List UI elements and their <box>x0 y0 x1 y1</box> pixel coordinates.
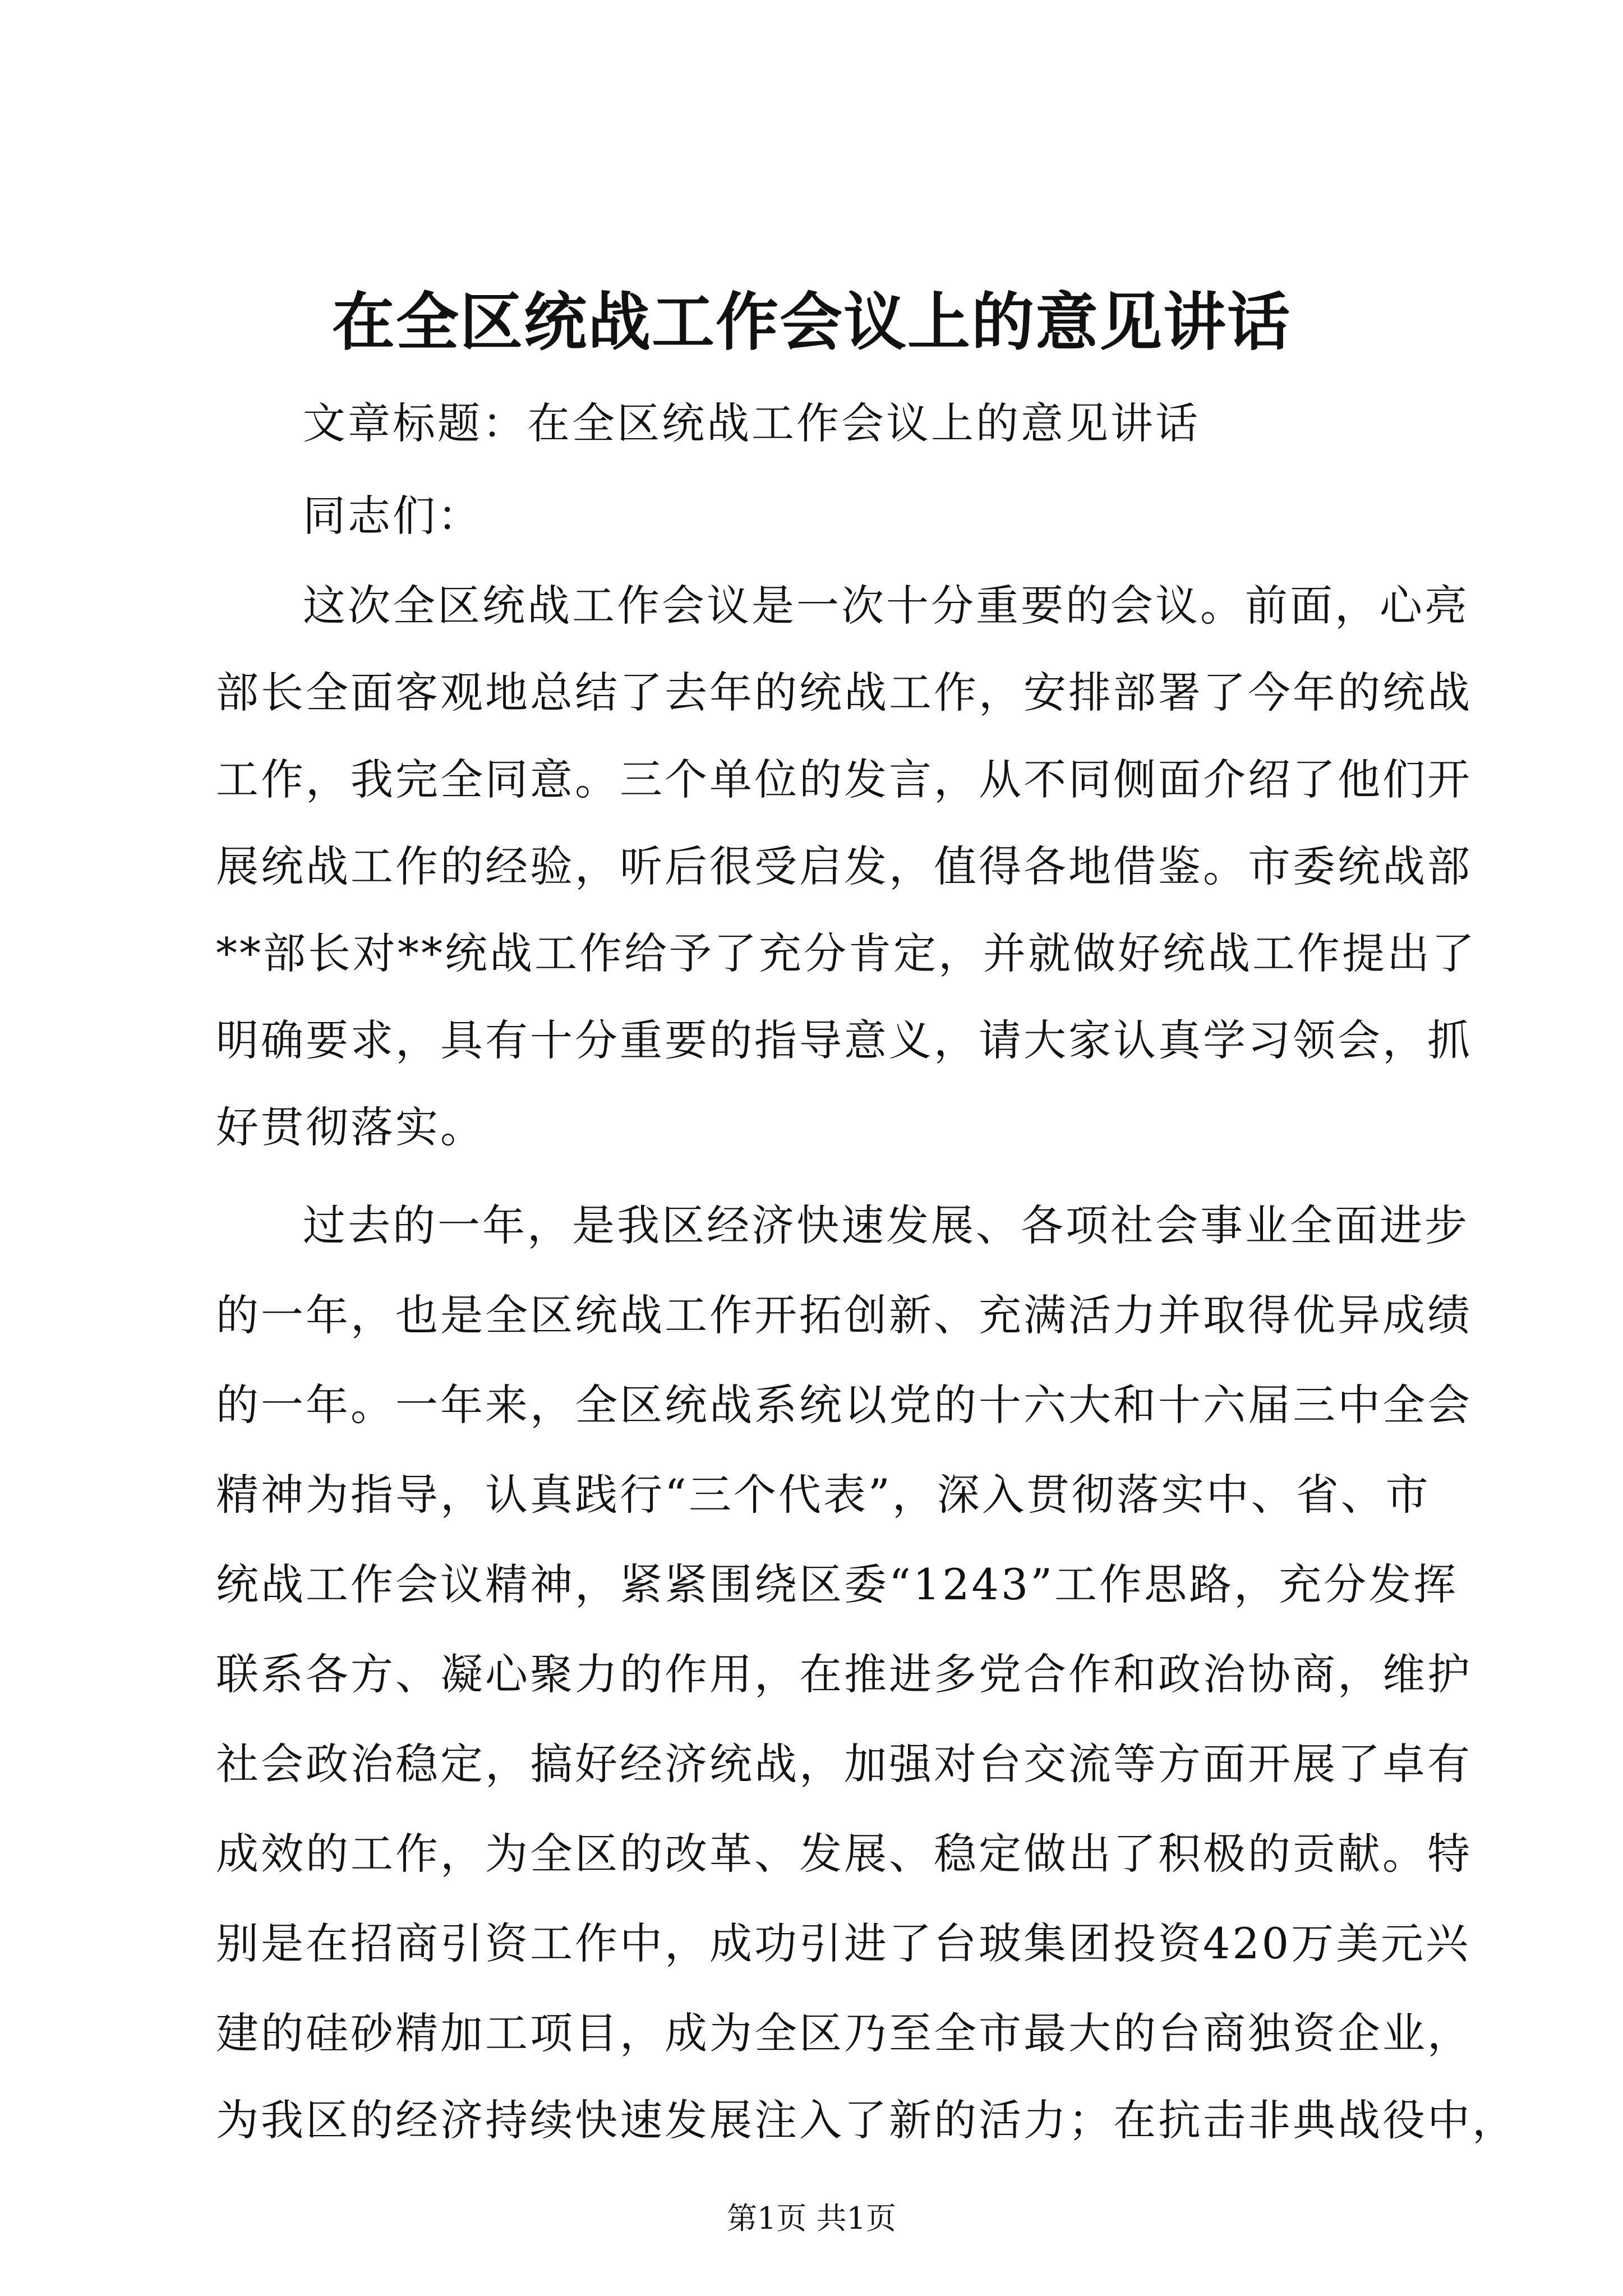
paragraph-2-line-2: 的一年，也是全区统战工作开拓创新、充满活力并取得优异成绩 <box>216 1290 1472 1340</box>
paragraph-1-line-5: **部长对**统战工作给予了充分肯定，并就做好统战工作提出了 <box>216 928 1477 978</box>
paragraph-2-line-5: 统战工作会议精神，紧紧围绕区委“1243”工作思路，充分发挥 <box>216 1559 1459 1609</box>
paragraph-1-line-7: 好贯彻落实。 <box>216 1102 485 1152</box>
paragraph-2-line-9: 别是在招商引资工作中，成功引进了台玻集团投资420万美元兴 <box>216 1918 1471 1968</box>
paragraph-2-line-6: 联系各方、凝心聚力的作用，在推进多党合作和政治协商，维护 <box>216 1649 1472 1699</box>
paragraph-2-line-11: 为我区的经济持续快速发展注入了新的活力；在抗击非典战役中， <box>216 2095 1517 2145</box>
paragraph-2-line-3: 的一年。一年来，全区统战系统以党的十六大和十六届三中全会 <box>216 1380 1472 1430</box>
document-title: 在全区统战工作会议上的意见讲话 <box>332 286 1291 359</box>
paragraph-1-line-2: 部长全面客观地总结了去年的统战工作，安排部署了今年的统战 <box>216 668 1472 717</box>
paragraph-1-line-1: 这次全区统战工作会议是一次十分重要的会议。前面，心亮 <box>303 581 1469 631</box>
paragraph-2-line-1: 过去的一年，是我区经济快速发展、各项社会事业全面进步 <box>303 1200 1469 1250</box>
paragraph-1-line-3: 工作，我完全同意。三个单位的发言，从不同侧面介绍了他们开 <box>216 754 1472 804</box>
paragraph-2-line-10: 建的硅砂精加工项目，成为全区乃至全市最大的台商独资企业， <box>216 2008 1472 2058</box>
paragraph-1-line-6: 明确要求，具有十分重要的指导意义，请大家认真学习领会，抓 <box>216 1015 1472 1065</box>
article-meta-line: 文章标题：在全区统战工作会议上的意见讲话 <box>303 398 1200 448</box>
paragraph-2-line-4: 精神为指导，认真践行“三个代表”，深入贯彻落实中、省、市 <box>216 1470 1431 1520</box>
paragraph-2-line-8: 成效的工作，为全区的改革、发展、稳定做出了积极的贡献。特 <box>216 1829 1472 1879</box>
paragraph-2-line-7: 社会政治稳定，搞好经济统战，加强对台交流等方面开展了卓有 <box>216 1739 1472 1789</box>
page-footer: 第1页 共1页 <box>727 2201 896 2236</box>
salutation: 同志们： <box>303 491 482 541</box>
paragraph-1-line-4: 展统战工作的经验，听后很受启发，值得各地借鉴。市委统战部 <box>216 841 1472 891</box>
